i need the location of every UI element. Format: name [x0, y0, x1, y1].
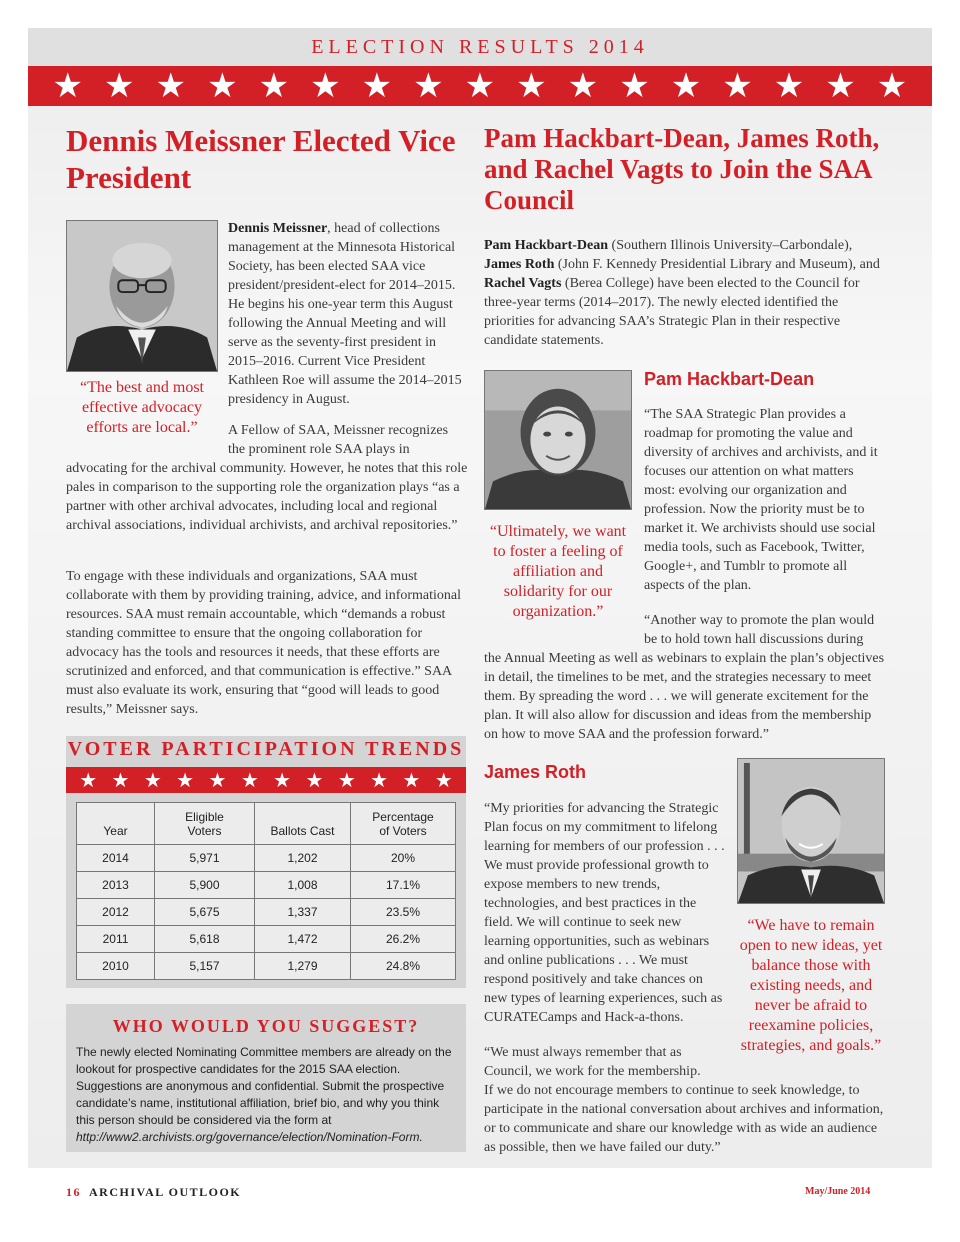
table-cell: 17.1%: [351, 872, 456, 899]
star-icon: ★: [773, 66, 805, 106]
text-line: A Fellow of SAA, Meissner recognizes: [228, 423, 449, 438]
roth-photo: [737, 758, 885, 904]
table-cell: 5,675: [155, 899, 255, 926]
hackbart-dean-para1: “The SAA Strategic Plan provides a roadmap for promoting the value and diversity of archives and archivists, and it focuses our attention on what matters most: evolving our organization and profession. Now the priority must be to market it. We archivists should use social media tools, such as Facebook, Twitter, Google+, and Tumblr to promote all aspects of the plan.: [644, 407, 878, 593]
table-row: [77, 953, 456, 980]
meissner-para2-rest: advocating for the archival community. However, he notes that this role pales in comparison to the supporting role the organization plays “as a partner with other archival advocates, including local and regional archival associations, individual archivists, and archival repositories.”: [66, 461, 468, 533]
star-icon: ★: [155, 66, 187, 106]
hackbart-dean-para2-rest: the Annual Meeting as well as webinars to explain the plan’s objectives in detail, the timelines to be met, and the strategies necessary to meet them. By spreading the word . . . we will generate excitement for the plan. It will also allow for discussion and ideas from the membership on how to move SAA and the profession forward.”: [484, 651, 885, 742]
nomination-form-link[interactable]: http://www2.archivists.org/governance/election/Nomination-Form.: [76, 1130, 423, 1144]
star-icon: ★: [310, 66, 341, 106]
roth-para2-start: [484, 1043, 734, 1081]
suggest-text: [76, 1044, 460, 1146]
council-name-2: James Roth: [484, 257, 555, 272]
star-icon: ★: [208, 768, 227, 792]
voter-star-band: [66, 767, 466, 793]
table-row: [77, 872, 456, 899]
table-header-row: [77, 803, 456, 845]
table-row: [77, 845, 456, 872]
meissner-photo: [66, 220, 218, 372]
star-icon: ★: [402, 768, 421, 792]
table-cell: 2012: [77, 899, 155, 926]
hackbart-dean-heading: Pam Hackbart-Dean: [644, 369, 815, 389]
text-line: “Another way to promote the plan would: [644, 613, 875, 628]
star-icon: ★: [670, 66, 702, 106]
table-cell: 2014: [77, 845, 155, 872]
table-cell: 1,472: [255, 926, 351, 953]
council-name-1: Pam Hackbart-Dean: [484, 238, 609, 253]
table-cell: 5,971: [155, 845, 255, 872]
star-icon: ★: [619, 66, 650, 106]
text-line: the prominent role SAA plays in: [228, 442, 410, 457]
table-row: [77, 926, 456, 953]
table-cell: 20%: [351, 845, 456, 872]
star-icon: ★: [516, 66, 547, 106]
table-cell: 2010: [77, 953, 155, 980]
col-header-eligible: [155, 803, 255, 845]
header-label: Ballots Cast: [270, 824, 335, 838]
portrait-man-glasses-icon: [67, 221, 217, 371]
star-icon: ★: [361, 66, 393, 106]
col-header-ballots: [255, 803, 351, 845]
meissner-intro-text: , head of collections management at the Minnesota Historical Society, has been elected SAA vice president/president-elect for 2014–2015. He begins his one-year term this August following the Annual Meeting and will serve as the seventy-first president in 2015–2016. Current Vice President Kathleen Roe will assume the 2014–2015 presidency in August.: [228, 221, 462, 407]
council-name-3: Rachel Vagts: [484, 276, 562, 291]
star-icon: ★: [273, 768, 292, 792]
table-cell: 23.5%: [351, 899, 456, 926]
meissner-intro: [228, 219, 470, 409]
table-cell: 2013: [77, 872, 155, 899]
suggest-box: [66, 1004, 466, 1152]
star-icon: ★: [143, 768, 162, 792]
star-icon: ★: [111, 768, 130, 792]
star-icon: ★: [876, 66, 908, 106]
footer-issue: May/June 2014: [805, 1186, 871, 1197]
roth-para2-rest: If we do not encourage members to continue to seek knowledge, to participate in the national conversation about archives and information, or to communicate and share our knowledge with as wide an audience as possible, then we have failed our duty.”: [484, 1083, 884, 1155]
col-header-year: [77, 803, 155, 845]
page-number: 16: [66, 1185, 81, 1199]
council-intro: [484, 236, 886, 350]
suggest-body: The newly elected Nominating Committee members are already on the lookout for prospective candidates for the 2015 SAA election. Suggestions are anonymous and confidential. Submit the prospective candidate’s name, institutional affiliation, brief bio, and why you think this person should be considered via the form at: [76, 1045, 452, 1127]
table-cell: 24.8%: [351, 953, 456, 980]
section-banner-title: ELECTION RESULTS 2014: [28, 28, 932, 66]
table-cell: 5,157: [155, 953, 255, 980]
table-cell: 1,202: [255, 845, 351, 872]
table-cell: 1,008: [255, 872, 351, 899]
star-icon: ★: [52, 66, 83, 106]
table-cell: 2011: [77, 926, 155, 953]
table-cell: 1,279: [255, 953, 351, 980]
star-icon: ★: [413, 66, 444, 106]
publication-name: ARCHIVAL OUTLOOK: [89, 1185, 242, 1199]
footer-publication: [66, 1185, 241, 1200]
table-cell: 5,900: [155, 872, 255, 899]
star-icon: ★: [104, 66, 135, 106]
meissner-pull-quote: “The best and most effective advocacy efforts are local.”: [80, 379, 204, 436]
star-icon: ★: [434, 768, 453, 792]
header-label: Eligible Voters: [185, 810, 224, 838]
roth-para1: “My priorities for advancing the Strategic Plan focus on my commitment to lifelong learning for members of our profession . . . We must provide professional growth to expose members to new trends, technologies, and best practices in the field. We will continue to seek new learning opportunities, such as webinars and online publications . . . We must respond positively and take chances on new types of learning experiences, such as CURATECamps and Hack-a-thons.: [484, 801, 725, 1025]
star-icon: ★: [240, 768, 259, 792]
table-row: [77, 899, 456, 926]
star-icon: ★: [722, 66, 753, 106]
roth-pull-quote: “We have to remain open to new ideas, yet balance those with existing needs, and never be afraid to reexamine policies, strategies, and goals.”: [739, 917, 883, 1054]
table-cell: 1,337: [255, 899, 351, 926]
council-aff-1: (Southern Illinois University–Carbondale),: [608, 238, 853, 253]
text-line: be to hold town hall discussions during: [644, 632, 864, 647]
table-cell: 5,618: [155, 926, 255, 953]
voter-participation-box: [66, 736, 466, 988]
portrait-man-beard-icon: [738, 759, 884, 903]
star-icon: ★: [305, 768, 324, 792]
star-icon: ★: [258, 66, 290, 106]
star-icon: ★: [337, 768, 356, 792]
meissner-para3: To engage with these individuals and organizations, SAA must collaborate with them by providing training, advice, and informational resources. SAA must remain accountable, which “demands a robust standing committee to ensure that the ongoing collaboration for advocacy has the tools and resources it needs, that these efforts are scrutinized and enforced, and that communication is effective.” SAA must also evaluate its work, ensuring that “good will leads to good results,” Meissner says.: [66, 569, 462, 717]
star-band: [28, 66, 932, 106]
star-icon: ★: [370, 768, 389, 792]
text-line: Council, we work for the membership.: [484, 1064, 701, 1079]
header-label: Percentage of Voters: [372, 810, 434, 838]
text-line: “We must always remember that as: [484, 1045, 682, 1060]
left-headline: Dennis Meissner Elected Vice President: [66, 123, 456, 195]
table-cell: 26.2%: [351, 926, 456, 953]
portrait-woman-icon: [485, 371, 631, 509]
suggest-title: WHO WOULD YOU SUGGEST?: [112, 1016, 420, 1036]
council-aff-3: (Berea College) have been elected to the Council for three-year terms (2014–2017). The newly elected identified the priorities for advancing SAA’s Strategic Plan in their respective candidate statements.: [484, 276, 860, 348]
star-icon: ★: [79, 768, 98, 792]
hackbart-dean-photo: [484, 370, 632, 510]
star-icon: ★: [825, 66, 856, 106]
council-aff-2: (John F. Kennedy Presidential Library and Museum), and: [554, 257, 880, 272]
right-headline: Pam Hackbart-Dean, James Roth, and Rachel Vagts to Join the SAA Council: [484, 123, 880, 215]
header-label: Year: [103, 824, 128, 838]
hackbart-dean-pull-quote: “Ultimately, we want to foster a feeling of affiliation and solidarity for our organization.”: [489, 523, 627, 620]
star-icon: ★: [176, 768, 195, 792]
hackbart-dean-para2-start: [644, 611, 888, 649]
star-icon: ★: [567, 66, 599, 106]
star-icon: ★: [464, 66, 496, 106]
col-header-percentage: [351, 803, 456, 845]
roth-heading: James Roth: [484, 762, 587, 782]
meissner-name: Dennis Meissner: [228, 221, 328, 236]
meissner-para2-start: [228, 421, 470, 459]
voter-table: [76, 802, 456, 980]
voter-box-title: VOTER PARTICIPATION TRENDS: [67, 738, 465, 760]
star-icon: ★: [207, 66, 238, 106]
